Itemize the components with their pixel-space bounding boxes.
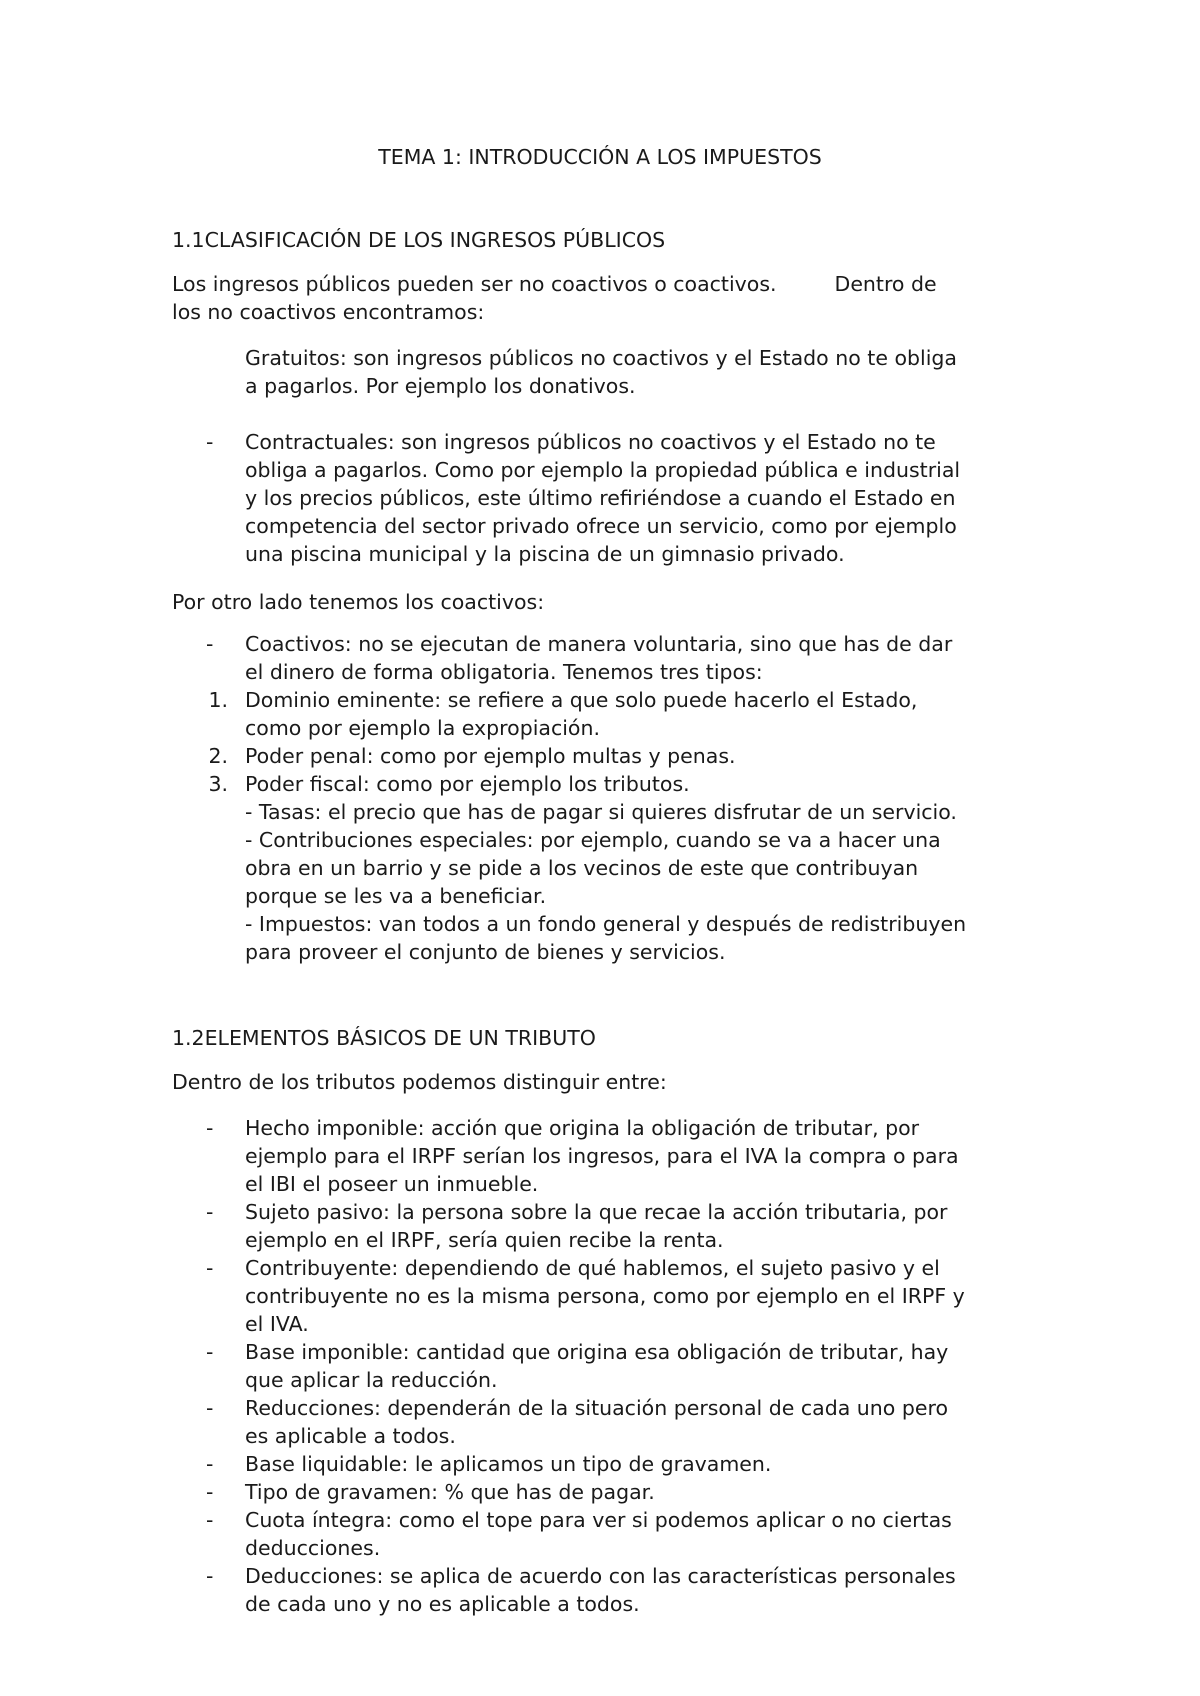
item-contractuales [245, 428, 1035, 568]
item-line: Sujeto pasivo: la persona sobre la que recae la acción tributaria, por [245, 1200, 948, 1224]
item-coactivos [245, 630, 1035, 686]
bullet-dash: - [206, 430, 214, 454]
item-line: Cuota íntegra: como el tope para ver si podemos aplicar o no ciertas [245, 1508, 952, 1532]
item-line: - Impuestos: van todos a un fondo general y después de redistribuyen [245, 912, 967, 936]
item-line: competencia del sector privado ofrece un servicio, como por ejemplo [245, 514, 957, 538]
coactivos-intro: Por otro lado tenemos los coactivos: [172, 590, 545, 614]
item-line: que aplicar la reducción. [245, 1368, 498, 1392]
item-line: - Tasas: el precio que has de pagar si quieres disfrutar de un servicio. [245, 800, 957, 824]
bullet-dash: - [206, 1564, 214, 1588]
document-title: TEMA 1: INTRODUCCIÓN A LOS IMPUESTOS [378, 145, 822, 169]
item-line: Tipo de gravamen: % que has de pagar. [245, 1480, 655, 1504]
intro-text-a: Los ingresos públicos pueden ser no coactivos o coactivos. [172, 272, 777, 296]
section-1-intro [172, 270, 1012, 326]
section-1-heading: 1.1CLASIFICACIÓN DE LOS INGRESOS PÚBLICOS [172, 228, 666, 252]
item-line: y los precios públicos, este último refiriéndose a cuando el Estado en [245, 486, 956, 510]
list-item [245, 1450, 1035, 1478]
item-line: Contractuales: son ingresos públicos no coactivos y el Estado no te [245, 430, 936, 454]
item-line: Gratuitos: son ingresos públicos no coactivos y el Estado no te obliga [245, 346, 957, 370]
list-item [245, 1506, 1035, 1562]
item-line: para proveer el conjunto de bienes y servicios. [245, 940, 726, 964]
item-line: Hecho imponible: acción que origina la obligación de tributar, por [245, 1116, 920, 1140]
list-item [245, 1338, 1035, 1394]
item-line: Coactivos: no se ejecutan de manera voluntaria, sino que has de dar [245, 632, 953, 656]
list-item [245, 1478, 1035, 1506]
section-2-heading: 1.2ELEMENTOS BÁSICOS DE UN TRIBUTO [172, 1026, 596, 1050]
item-line: contribuyente no es la misma persona, como por ejemplo en el IRPF y [245, 1284, 965, 1308]
item-line: el IBI el poseer un inmueble. [245, 1172, 539, 1196]
number-marker: 2. [208, 744, 228, 768]
item-line: obra en un barrio y se pide a los vecinos de este que contribuyan [245, 856, 919, 880]
item-line: - Contribuciones especiales: por ejemplo, cuando se va a hacer una [245, 828, 941, 852]
item-line: Base liquidable: le aplicamos un tipo de gravamen. [245, 1452, 772, 1476]
list-item [245, 1394, 1035, 1450]
list-item [245, 1562, 1035, 1618]
item-line: deducciones. [245, 1536, 381, 1560]
section-2-intro: Dentro de los tributos podemos distinguir entre: [172, 1070, 667, 1094]
item-gratuitos [245, 344, 1035, 400]
number-marker: 1. [208, 688, 228, 712]
item-line: el dinero de forma obligatoria. Tenemos tres tipos: [245, 660, 763, 684]
item-line: como por ejemplo la expropiación. [245, 716, 600, 740]
list-item [245, 1198, 1035, 1254]
bullet-dash: - [206, 1200, 214, 1224]
item-poder-penal [245, 742, 1035, 770]
bullet-dash: - [206, 1340, 214, 1364]
bullet-dash: - [206, 1116, 214, 1140]
item-dominio-eminente [245, 686, 1035, 742]
list-item [245, 1254, 1035, 1338]
item-line: es aplicable a todos. [245, 1424, 456, 1448]
item-line: Poder fiscal: como por ejemplo los tributos. [245, 772, 690, 796]
intro-text-c: los no coactivos encontramos: [172, 300, 485, 324]
item-poder-fiscal [245, 770, 1035, 966]
item-line: Dominio eminente: se refiere a que solo puede hacerlo el Estado, [245, 688, 918, 712]
bullet-dash: - [206, 632, 214, 656]
number-marker: 3. [208, 772, 228, 796]
item-line: a pagarlos. Por ejemplo los donativos. [245, 374, 636, 398]
item-line: Contribuyente: dependiendo de qué hablemos, el sujeto pasivo y el [245, 1256, 940, 1280]
bullet-dash: - [206, 1508, 214, 1532]
item-line: Deducciones: se aplica de acuerdo con las características personales [245, 1564, 956, 1588]
item-line: porque se les va a beneficiar. [245, 884, 547, 908]
item-line: el IVA. [245, 1312, 309, 1336]
item-line: Reducciones: dependerán de la situación personal de cada uno pero [245, 1396, 948, 1420]
bullet-dash: - [206, 1452, 214, 1476]
item-line: ejemplo para el IRPF serían los ingresos, para el IVA la compra o para [245, 1144, 959, 1168]
bullet-dash: - [206, 1396, 214, 1420]
bullet-dash: - [206, 1256, 214, 1280]
item-line: una piscina municipal y la piscina de un gimnasio privado. [245, 542, 845, 566]
item-line: Base imponible: cantidad que origina esa obligación de tributar, hay [245, 1340, 949, 1364]
item-line: Poder penal: como por ejemplo multas y penas. [245, 744, 736, 768]
item-line: ejemplo en el IRPF, sería quien recibe la renta. [245, 1228, 724, 1252]
intro-text-b: Dentro de [834, 272, 937, 296]
list-item [245, 1114, 1035, 1198]
bullet-dash: - [206, 1480, 214, 1504]
item-line: obliga a pagarlos. Como por ejemplo la propiedad pública e industrial [245, 458, 961, 482]
item-line: de cada uno y no es aplicable a todos. [245, 1592, 640, 1616]
